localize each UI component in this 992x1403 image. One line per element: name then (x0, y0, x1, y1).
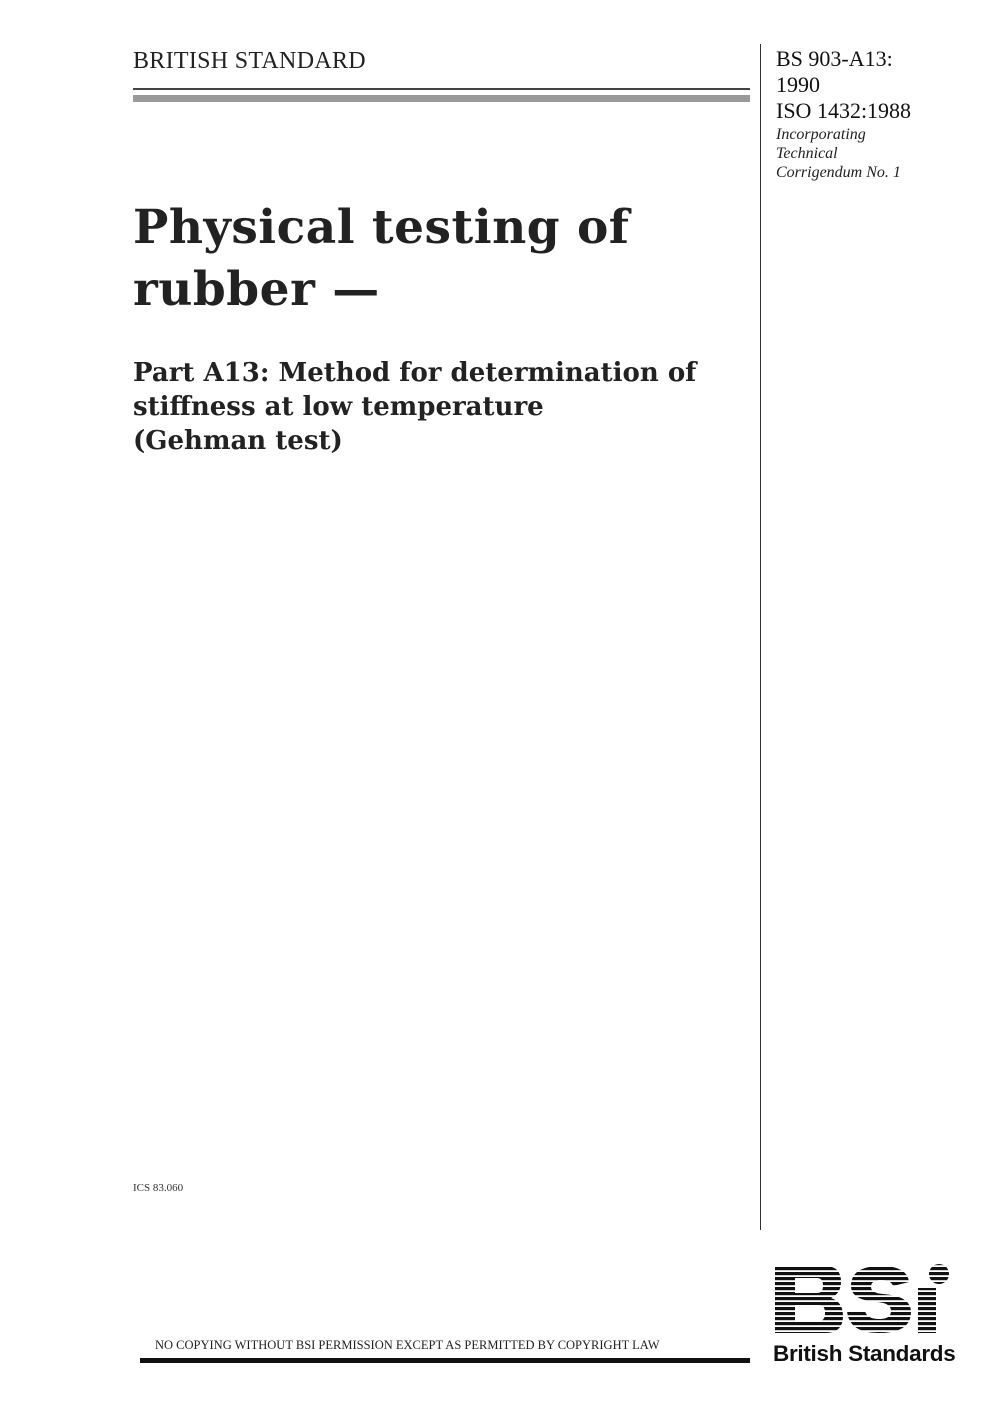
incorporating-line-2: Technical (776, 145, 838, 162)
document-subtitle (133, 356, 748, 458)
subtitle-line-3: (Gehman test) (133, 426, 343, 456)
header-rule-thin (133, 88, 750, 90)
incorporating-line-3: Corrigendum No. 1 (776, 164, 901, 181)
copyright-notice: NO COPYING WITHOUT BSI PERMISSION EXCEPT AS PERMITTED BY COPYRIGHT LAW (155, 1338, 660, 1352)
incorporating-line-1: Incorporating (776, 126, 866, 143)
bsi-logo-icon (773, 1262, 953, 1336)
designation-line-2: 1990 (776, 72, 820, 97)
incorporating-note (776, 125, 901, 182)
subtitle-line-1: Part A13: Method for determination of (133, 358, 697, 388)
document-title (133, 197, 743, 321)
subtitle-line-2: stiffness at low temperature (133, 392, 544, 422)
title-line-1: Physical testing of (133, 200, 630, 255)
footer-rule (140, 1358, 750, 1363)
title-line-2: rubber — (133, 262, 380, 317)
column-divider (760, 44, 761, 1230)
designation-line-3: ISO 1432:1988 (776, 98, 912, 123)
bsi-logo-text: British Standards (773, 1341, 956, 1366)
standard-type-label: BRITISH STANDARD (133, 48, 366, 74)
designation-line-1: BS 903-A13: (776, 46, 893, 71)
standard-designation (776, 46, 911, 124)
header-rule-thick (133, 95, 750, 102)
ics-code: ICS 83.060 (133, 1182, 184, 1194)
